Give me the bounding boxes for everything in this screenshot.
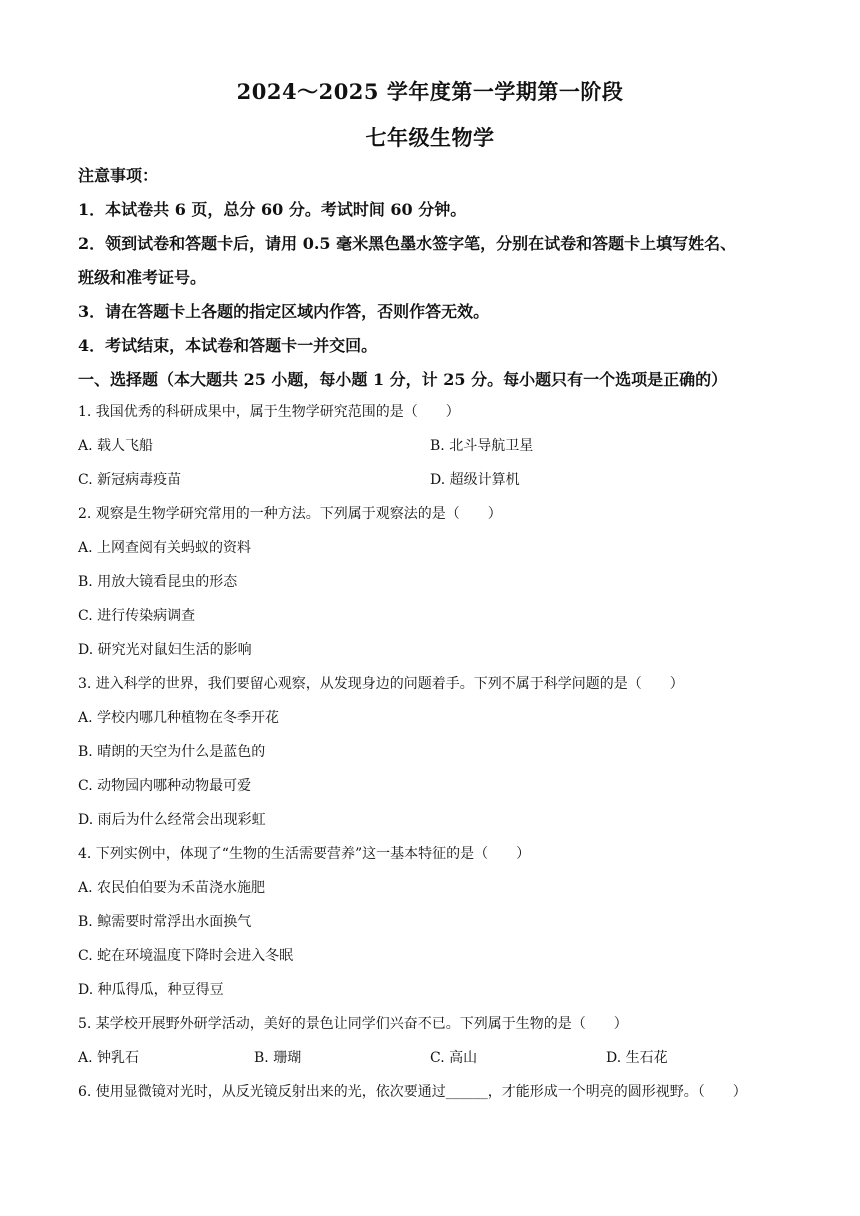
question-2-option-c[interactable]: C. 进行传染病调查 [78,608,196,624]
notice-item-2-line1: 2．领到试卷和答题卡后，请用 0.5 毫米黑色墨水签字笔，分别在试卷和答题卡上填写姓名、 [78,234,737,253]
question-2-option-d[interactable]: D. 研究光对鼠妇生活的影响 [78,642,252,658]
question-5-option-d[interactable]: D. 生石花 [606,1050,668,1066]
question-6-stem: 6. 使用显微镜对光时，从反光镜反射出来的光，依次要通过______，才能形成一个明亮的圆形视野。（ ） [78,1084,747,1100]
question-5-option-b[interactable]: B. 珊瑚 [254,1050,302,1066]
notice-item-2-line2: 班级和准考证号。 [78,268,207,287]
notice-item-3: 3．请在答题卡上各题的指定区域内作答，否则作答无效。 [78,302,490,321]
question-2-option-b[interactable]: B. 用放大镜看昆虫的形态 [78,574,238,590]
question-1-stem: 1. 我国优秀的科研成果中，属于生物学研究范围的是（ ） [78,404,460,420]
notice-heading: 注意事项： [78,166,159,185]
question-2-option-a[interactable]: A. 上网查阅有关蚂蚁的资料 [78,540,252,556]
question-4-stem: 4. 下列实例中，体现了“生物的生活需要营养”这一基本特征的是（ ） [78,846,531,862]
question-1-option-c[interactable]: C. 新冠病毒疫苗 [78,472,182,488]
question-3-option-d[interactable]: D. 雨后为什么经常会出现彩虹 [78,812,266,828]
question-3-option-c[interactable]: C. 动物园内哪种动物最可爱 [78,778,252,794]
question-4-option-c[interactable]: C. 蛇在环境温度下降时会进入冬眠 [78,948,294,964]
question-5-stem: 5. 某学校开展野外研学活动，美好的景色让同学们兴奋不已。下列属于生物的是（ ） [78,1016,628,1032]
notice-item-1: 1．本试卷共 6 页，总分 60 分。考试时间 60 分钟。 [78,200,467,219]
notice-item-4: 4．考试结束，本试卷和答题卡一并交回。 [78,336,378,355]
question-1-option-b[interactable]: B. 北斗导航卫星 [430,438,534,454]
question-5-option-a[interactable]: A. 钟乳石 [78,1050,140,1066]
question-2-stem: 2. 观察是生物学研究常用的一种方法。下列属于观察法的是（ ） [78,506,502,522]
exam-title: 2024～2025 学年度第一学期第一阶段 [236,79,624,104]
question-4-option-b[interactable]: B. 鲸需要时常浮出水面换气 [78,914,252,930]
question-4-option-a[interactable]: A. 农民伯伯要为禾苗浇水施肥 [78,880,266,896]
question-4-option-d[interactable]: D. 种瓜得瓜，种豆得豆 [78,982,224,998]
question-1-option-d[interactable]: D. 超级计算机 [430,472,520,488]
question-3-option-b[interactable]: B. 晴朗的天空为什么是蓝色的 [78,744,266,760]
question-3-stem: 3. 进入科学的世界，我们要留心观察，从发现身边的问题着手。下列不属于科学问题的是（ ） [78,676,684,692]
section-heading: 一、选择题（本大题共 25 小题，每小题 1 分，计 25 分。每小题只有一个选项是正确的） [78,370,728,389]
question-1-option-a[interactable]: A. 载人飞船 [78,438,154,454]
question-5-option-c[interactable]: C. 高山 [430,1050,478,1066]
exam-subject: 七年级生物学 [365,125,495,150]
question-3-option-a[interactable]: A. 学校内哪几种植物在冬季开花 [78,710,280,726]
